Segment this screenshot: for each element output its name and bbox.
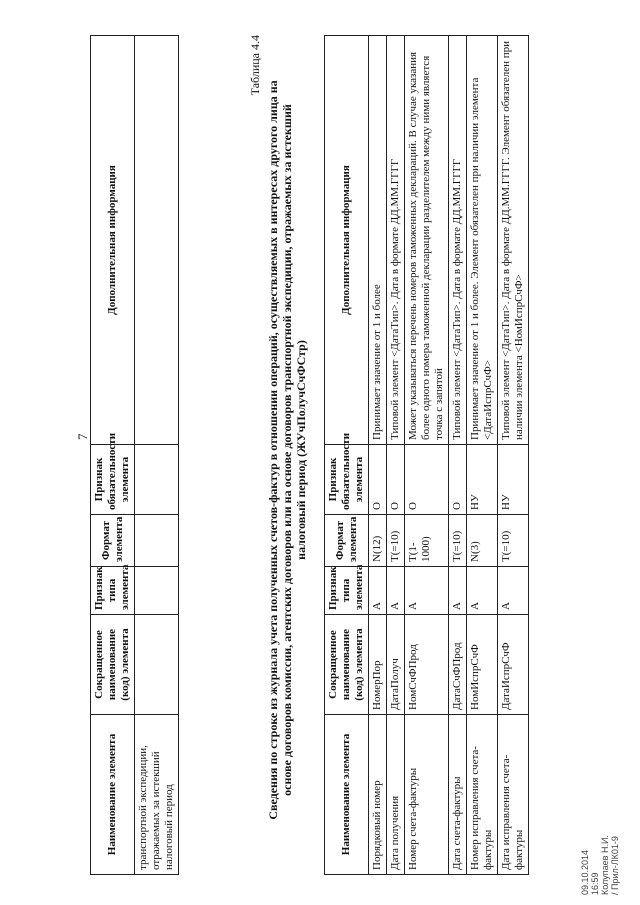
- table-cell: ДатаПолуч: [387, 615, 405, 715]
- column-header: Признак обязательности элемента: [325, 445, 369, 515]
- page-number: 7: [75, 433, 90, 440]
- column-header: Дополнительная информация: [325, 36, 369, 445]
- table-cell: [135, 445, 179, 515]
- column-header: Признак типа элемента: [91, 567, 135, 615]
- table-cell: Типовой элемент <ДатаТип>. Дата в формате ДД.ММ.ГГГГ: [387, 36, 405, 445]
- table-cell: А: [449, 567, 467, 615]
- table-row: [467, 36, 498, 875]
- footer-timestamp: 09.10.2014 16:59: [580, 849, 600, 895]
- column-header: Наименование элемента: [325, 715, 369, 875]
- table-cell: [135, 567, 179, 615]
- table-cell: НУ: [467, 445, 498, 515]
- column-header: Наименование элемента: [91, 715, 135, 875]
- column-header: Сокращенное наименование (код) элемента: [91, 615, 135, 715]
- table-cell: Номер счета-фактуры: [405, 715, 449, 875]
- table-title: Сведения по строке из журнала учета полученных счетов-фактур в отношении операций, осуществляемых в интересах другого лица на основе договоров комиссии, агентских договоров или на основе договоров транспортной экспедиции, отражаемых за истекший налоговый период (ЖУчПолучСчФСтр): [266, 80, 308, 820]
- table-cell: ДатаИспрСчФ: [498, 615, 529, 715]
- table-cell: [135, 36, 179, 445]
- table-cell: А: [498, 567, 529, 615]
- table-cell: О: [387, 445, 405, 515]
- column-header: Формат элемента: [91, 515, 135, 567]
- table-cell: [135, 615, 179, 715]
- top-table-continuation: [90, 35, 179, 875]
- table-row: [135, 36, 179, 875]
- table-row: [498, 36, 529, 875]
- table-cell: Порядковый номер: [369, 715, 387, 875]
- table-cell: НУ: [498, 445, 529, 515]
- column-header: Дополнительная информация: [91, 36, 135, 445]
- column-header: Признак типа элемента: [325, 567, 369, 615]
- table-cell: О: [369, 445, 387, 515]
- table-cell: НомИспрСчФ: [467, 615, 498, 715]
- table-cell: Типовой элемент <ДатаТип>. Дата в формате ДД.ММ.ГГГГ: [449, 36, 467, 445]
- table-cell: ДатаСчФПрод: [449, 615, 467, 715]
- table-header-row: [91, 36, 135, 875]
- table-cell: О: [449, 445, 467, 515]
- table-cell: T(=10): [449, 515, 467, 567]
- table-cell: Дата получения: [387, 715, 405, 875]
- table-cell: НомерПор: [369, 615, 387, 715]
- table-cell: О: [405, 445, 449, 515]
- main-table: [324, 35, 529, 875]
- table-row: [449, 36, 467, 875]
- table-cell: T(=10): [387, 515, 405, 567]
- table-cell: Номер исправления счета-фактуры: [467, 715, 498, 875]
- table-cell: Дата исправления счета-фактуры: [498, 715, 529, 875]
- table-row: [405, 36, 449, 875]
- table-cell: Принимает значение от 1 и более: [369, 36, 387, 445]
- table-cell: T(=10): [498, 515, 529, 567]
- table-cell: А: [369, 567, 387, 615]
- table-cell: А: [405, 567, 449, 615]
- print-footer: [580, 835, 620, 895]
- table-cell: НомСчФПрод: [405, 615, 449, 715]
- table-cell: Дата счета-фактуры: [449, 715, 467, 875]
- table-header-row: [325, 36, 369, 875]
- table-cell: А: [387, 567, 405, 615]
- footer-author-file: Колупаев Н.И. / Прил-ЛК01-9: [600, 835, 620, 895]
- table-row: [387, 36, 405, 875]
- table-cell: Может указываться перечень номеров таможенных деклараций. В случае указания более одного номера таможенной декларации разделителем между ними является точка с запятой: [405, 36, 449, 445]
- table-cell: N(12): [369, 515, 387, 567]
- table-cell: N(3): [467, 515, 498, 567]
- table-cell: T(1-1000): [405, 515, 449, 567]
- column-header: Признак обязательности элемента: [91, 445, 135, 515]
- column-header: Формат элемента: [325, 515, 369, 567]
- table-cell: А: [467, 567, 498, 615]
- table-cell: транспортной экспедиции, отражаемых за истекший налоговый период: [135, 715, 179, 875]
- table-row: [369, 36, 387, 875]
- table-cell: Типовой элемент <ДатаТип>. Дата в формате ДД.ММ.ГГГГ. Элемент обязателен при наличии элемента <НомИспрСчФ>: [498, 36, 529, 445]
- table-number-caption: Таблица 4.4: [248, 35, 262, 96]
- column-header: Сокращенное наименование (код) элемента: [325, 615, 369, 715]
- table-cell: Принимает значение от 1 и более. Элемент обязателен при наличии элемента <ДатаИспрСчФ>: [467, 36, 498, 445]
- table-cell: [135, 515, 179, 567]
